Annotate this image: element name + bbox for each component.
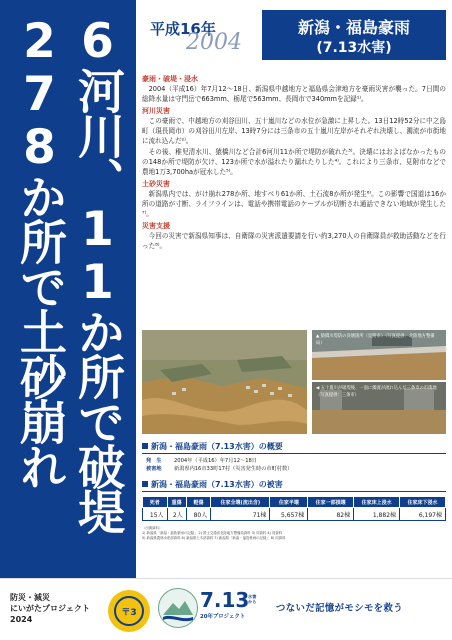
note-line: （出典資料） (142, 526, 163, 530)
paragraph: この豪雨で、中越地方の刈谷田川、五十嵐川などの水位が急激に上昇した。13日12時52分に中之島町（現長岡市）の刈谷田川左岸、13時7分には三条市の五十嵐川左岸がそれぞれ決壊し、濁流が市街地に流れ込んだ²⁾。 (142, 117, 446, 145)
damage-cell: 80人 (186, 508, 211, 521)
damage-col-header: 住家全壊(流出含) (211, 497, 270, 508)
overview-value: 2004年（平成16）年7月12〜18日 (174, 458, 257, 464)
damage-col-header: 住家一部損壊 (308, 497, 354, 508)
anniversary-logo-icon (158, 588, 198, 628)
section-heading-support: 災害支援 (142, 222, 170, 230)
damage-col-header: 住家床上浸水 (354, 497, 400, 508)
anniversary-tag-line: 水害 (248, 594, 257, 599)
era-label: 平成16年 (150, 20, 216, 38)
damage-table-row (143, 508, 446, 521)
project-line: 2024 (10, 615, 33, 624)
year-label: 2004 (186, 30, 242, 55)
project-name (10, 592, 90, 625)
anniversary-tag (248, 594, 256, 604)
overview-key: 発 生 (146, 458, 162, 464)
damage-col-header: 住家床下浸水 (400, 497, 446, 508)
photo-caption-bottom: ◀ 五十嵐川が破堤後、一面に濁流が流れ込んだ三条市の市街地（写真提供：三条市） (316, 386, 437, 398)
project-line: 防災・減災 (10, 593, 50, 602)
damage-cell: 5,657棟 (270, 508, 308, 521)
overview-heading-text: 新潟・福島豪雨（7.13水害）の概要 (151, 442, 283, 451)
damage-cell: 15人 (143, 508, 168, 521)
note-line: 1) 新潟県「新潟・福島豪雨の記録」 2) 国土交通省北陸地方整備局資料 3) 同資料 4) 同資料 (142, 530, 283, 535)
note-line: 5) 新潟県農林水産部資料 6) 新潟県土木部資料 7) 新潟県「新潟・福島豪雨の記録」 8) 同資料 (142, 535, 286, 540)
damage-col-header: 重傷 (167, 497, 186, 508)
slogan: つないだ記憶がモシモを救う (276, 603, 404, 614)
photo-caption-top: ▲ 猿橋川堤防の決壊箇所（見附市）（写真提供：北陸地方整備局） (316, 334, 435, 346)
title-box (262, 10, 446, 60)
paragraph: 新潟県内では、がけ崩れ278か所、地すべり61か所、土石流8か所が発生⁶⁾。この影響で国道は16か所の道路が寸断、ライフラインは、電話や携帯電話のケーブルが切断され通話できない地域が発生した⁷⁾。 (142, 190, 446, 218)
aerial-flood-photo (142, 330, 307, 434)
anniversary-subtitle: 20年プロジェクト (200, 614, 246, 620)
damage-col-header: 軽傷 (186, 497, 211, 508)
damage-heading-text: 新潟・福島豪雨（7.13水害）の被害 (151, 480, 283, 489)
damage-cell: 71棟 (211, 508, 270, 521)
square-bullet-icon (142, 443, 148, 449)
overview-key: 被害地 (146, 466, 162, 472)
aerial-flood-image (142, 330, 307, 434)
paragraph: 2004（平成16）年7月12〜18日、新潟県中越地方と福島県会津地方を豪雨災害が襲った。7日間の総降水量は守門岳で663mm、栃尾で563mm、長岡市で340mmを記録¹⁾。 (142, 85, 446, 103)
damage-table (142, 496, 446, 521)
overview-value: 新潟県内16市33町17村（災害発生時の市町村数） (174, 466, 293, 472)
damage-col-header: 住家半壊 (270, 497, 308, 508)
damage-heading (142, 478, 446, 492)
overview-row-area (146, 466, 292, 473)
source-notes (142, 526, 446, 540)
headline-column-2: 278か所で土砂崩れ (12, 14, 67, 488)
damage-cell: 1,882棟 (354, 508, 400, 521)
anniversary-tag-line: から (248, 599, 257, 604)
title-line-2: (7.13水害) (316, 40, 392, 56)
damage-table-header (143, 497, 446, 508)
badge-label: 〒3 (121, 608, 137, 618)
overview-heading (142, 440, 446, 454)
logo-mountain-icon (159, 589, 197, 627)
damage-col-header: 死者 (143, 497, 168, 508)
article-body (142, 72, 446, 252)
damage-cell: 2人 (167, 508, 186, 521)
overview-row-date (146, 458, 257, 465)
square-bullet-icon (142, 481, 148, 487)
anniversary-number: 7.13 (200, 588, 250, 612)
damage-cell: 6,197棟 (400, 508, 446, 521)
damage-cell: 82棟 (308, 508, 354, 521)
section-heading-flood: 豪雨・破堤・浸水 (142, 75, 198, 83)
paragraph: 今回の災害で新潟県知事は、自衛隊の災害派遣要請を行い約3,270人の自衛隊員が救助活動などを行った⁸⁾。 (142, 232, 446, 250)
paragraph: その後、稚児清水川、猿橋川など合計6河川11か所で堤防が破れた³⁾。決壊にはおよばなかったものの148か所で堤防が欠け、123か所で水が溢れたり漏れたりした⁴⁾。これにより三条市、見附市などで農地1万3,700haが冠水した⁵⁾。 (142, 148, 446, 176)
section-heading-river: 河川災害 (142, 107, 170, 115)
title-line-1: 新潟・福島豪雨 (297, 18, 410, 37)
headline-column-1: 6河川、11か所で破堤 (70, 14, 125, 533)
project-line: にいがたプロジェクト (10, 604, 90, 613)
section-heading-landslide: 土砂災害 (142, 180, 170, 188)
